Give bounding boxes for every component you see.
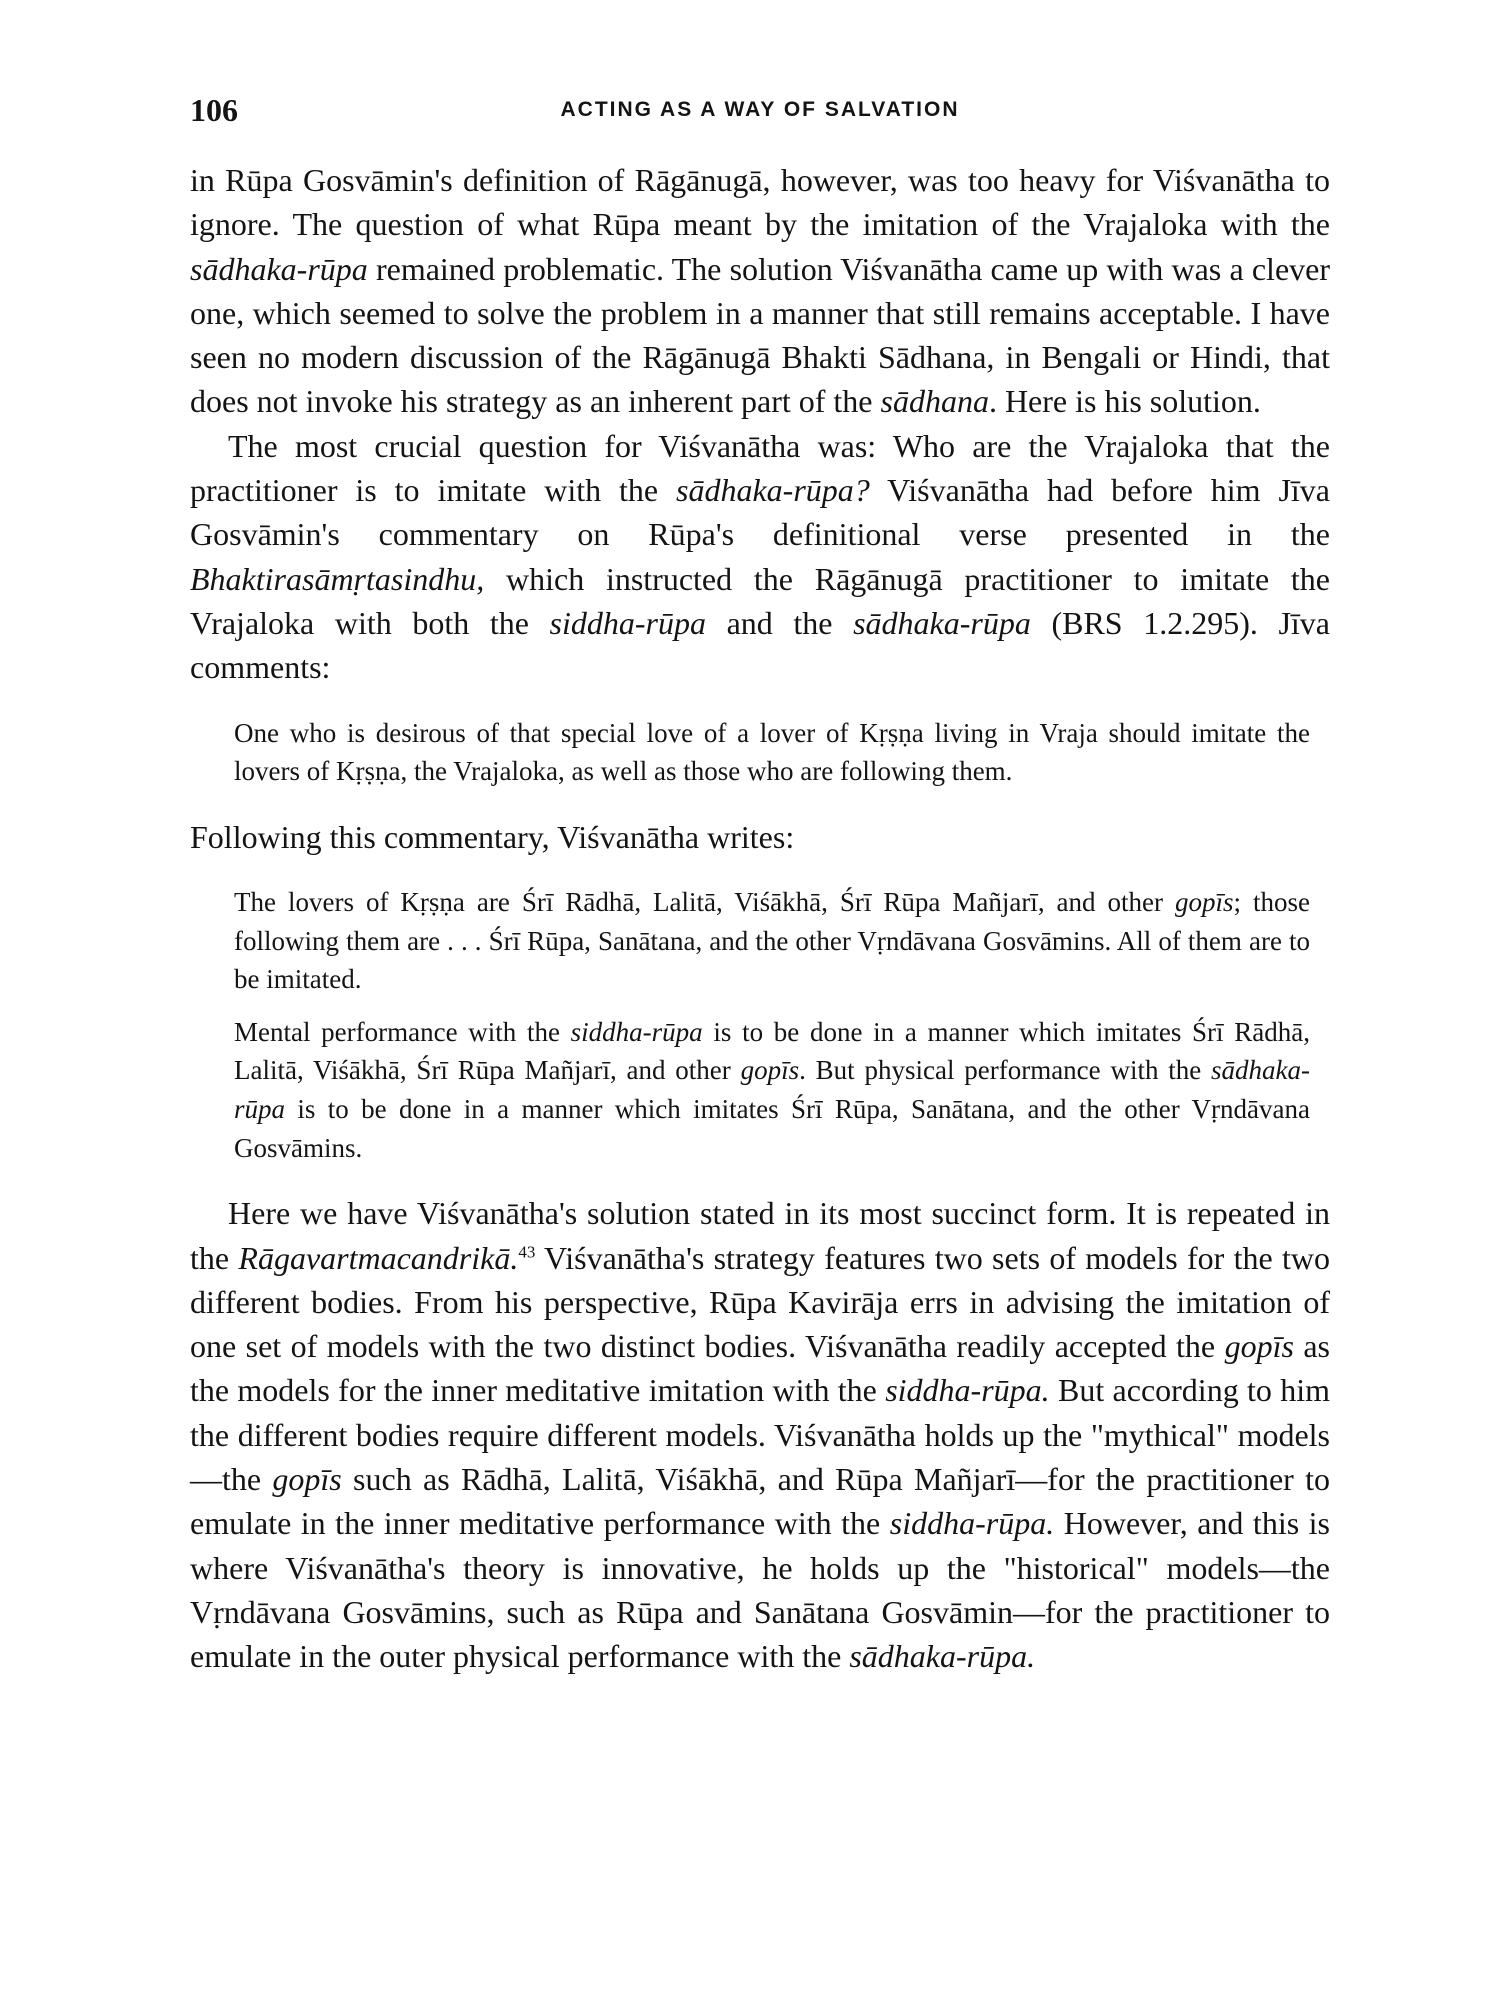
page-number: 106 xyxy=(190,92,238,128)
paragraph-2-text-i: (BRS 1.2.295). Jīva comments: xyxy=(190,604,1331,686)
running-head xyxy=(190,86,1330,130)
body-text xyxy=(190,158,1330,1678)
paragraph-2-text-c: Viśvanātha had before him Jīva Gosvāmin's commentary on Rūpa's definitional verse presented in the xyxy=(190,472,1330,553)
paragraph-1 xyxy=(190,158,1330,424)
quote-3-text-e: . But physical performance with the xyxy=(799,1055,1212,1086)
quote-3-text-c: is to be done in a manner which imitates Śrī Rādhā, Lalitā, Viśākhā, Śrī Rūpa Mañjarī, and other xyxy=(234,1016,1310,1086)
paragraph-3: Following this commentary, Viśvanātha writes: xyxy=(190,818,795,855)
spacer xyxy=(190,791,1330,815)
footnote-marker: 43 xyxy=(518,1241,536,1261)
paragraph-1-term-sadhaka-rupa: sādhaka-rūpa xyxy=(190,250,368,287)
spacer xyxy=(190,859,1330,883)
quote-3-term-gopis: gopīs xyxy=(740,1055,800,1086)
paragraph-2-title-bhaktirasamrtasindhu: Bhaktirasāmṛtasindhu, xyxy=(190,560,485,597)
paragraph-4-title-ragavartmacandrika: Rāgavartmacandrikā. xyxy=(238,1239,519,1276)
paragraph-4 xyxy=(190,1191,1330,1678)
spacer xyxy=(190,690,1330,714)
paragraph-1-text-a: in Rūpa Gosvāmin's definition of Rāgānugā, however, was too heavy for Viśvanātha to ignore. The question of what Rūpa meant by the imitation of the Vrajaloka with the xyxy=(190,162,1330,243)
quote-2-text-a: The lovers of Kṛṣṇa are Śrī Rādhā, Lalitā, Viśākhā, Śrī Rūpa Mañjarī, and other xyxy=(234,887,1175,918)
paragraph-4-text-c: Viśvanātha's strategy features two sets of models for the two different bodies. From his perspective, Rūpa Kavirāja errs in advising the imitation of one set of models with the two distinct bodies. Viśvanātha readily accepted the xyxy=(190,1239,1331,1365)
spacer xyxy=(190,1167,1330,1191)
quote-2-text-c: ; those following them are . . . Śrī Rūpa, Sanātana, and the other Vṛndāvana Gosvāmins. All of them are to be imitated. xyxy=(234,887,1310,995)
quote-3-term-sadhaka-rupa: sādhaka-rūpa xyxy=(234,1055,1311,1125)
paragraph-4-text-e: as the models for the inner meditative imitation with the xyxy=(190,1328,1331,1409)
paragraph-2-text-e: which instructed the Rāgānugā practitioner to imitate the Vrajaloka with both the xyxy=(190,560,1330,641)
paragraph-4-term-gopis-2: gopīs xyxy=(272,1460,342,1497)
paragraph-1-term-sadhana: sādhana xyxy=(880,383,989,420)
running-title: ACTING AS A WAY OF SALVATION xyxy=(560,98,960,121)
spacer xyxy=(190,999,1330,1013)
quote-2-term-gopis: gopīs xyxy=(1175,887,1234,918)
paragraph-1-text-c: remained problematic. The solution Viśvanātha came up with was a clever one, which seemed to solve the problem in a manner that still remains acceptable. I have seen no modern discussion of the Rāgānugā Bhakti Sādhana, in Bengali or Hindi, that does not invoke his strategy as an inherent part of the xyxy=(190,250,1330,420)
paragraph-2-text-g: and the xyxy=(705,604,854,641)
block-quote-visvanatha-1 xyxy=(234,883,1310,999)
paragraph-4-term-siddha-rupa: siddha-rūpa. xyxy=(885,1372,1050,1409)
paragraph-2-term-sadhaka-rupa-2: sādhaka-rūpa xyxy=(853,604,1031,641)
paragraph-2-term-siddha-rupa: siddha-rūpa xyxy=(549,604,706,641)
block-quote-visvanatha-2 xyxy=(234,1013,1310,1167)
paragraph-1-text-e: . Here is his solution. xyxy=(988,383,1261,420)
paragraph-4-text-k: However, and this is where Viśvanātha's theory is innovative, he holds up the "historical" models—the Vṛndāvana Gosvāmins, such as Rūpa and Sanātana Gosvāmin—for the practitioner to emulate in the outer physical performance with the xyxy=(190,1505,1331,1675)
paragraph-2-term-sadhaka-rupa: sādhaka-rūpa? xyxy=(676,472,870,509)
paragraph-4-text-g: But according to him the different bodies require different models. Viśvanātha holds up the "mythical" models—the xyxy=(190,1372,1331,1497)
quote-3-text-a: Mental performance with the xyxy=(234,1016,571,1047)
quote-3-text-g: is to be done in a manner which imitates Śrī Rūpa, Sanātana, and the other Vṛndāvana Gosvāmins. xyxy=(234,1094,1310,1163)
paragraph-2 xyxy=(190,424,1330,690)
block-quote-jiva: One who is desirous of that special love of a lover of Kṛṣṇa living in Vraja should imitate the lovers of Kṛṣṇa, the Vrajaloka, as well as those who are following them. xyxy=(234,717,1310,787)
paragraph-4-term-siddha-rupa-2: siddha-rūpa. xyxy=(889,1505,1055,1542)
paragraph-2-text-a: The most crucial question for Viśvanātha was: Who are the Vrajaloka that the practitioner is to imitate with the xyxy=(190,427,1330,509)
paragraph-4-term-sadhaka-rupa: sādhaka-rūpa. xyxy=(849,1638,1036,1675)
paragraph-4-text-i: such as Rādhā, Lalitā, Viśākhā, and Rūpa Mañjarī—for the practitioner to emulate in the inner meditative performance with the xyxy=(190,1460,1331,1542)
quote-3-term-siddha-rupa: siddha-rūpa xyxy=(570,1016,703,1047)
paragraph-4-text-a: Here we have Viśvanātha's solution stated in its most succinct form. It is repeated in the xyxy=(190,1195,1330,1276)
paragraph-4-term-gopis: gopīs xyxy=(1224,1328,1294,1365)
